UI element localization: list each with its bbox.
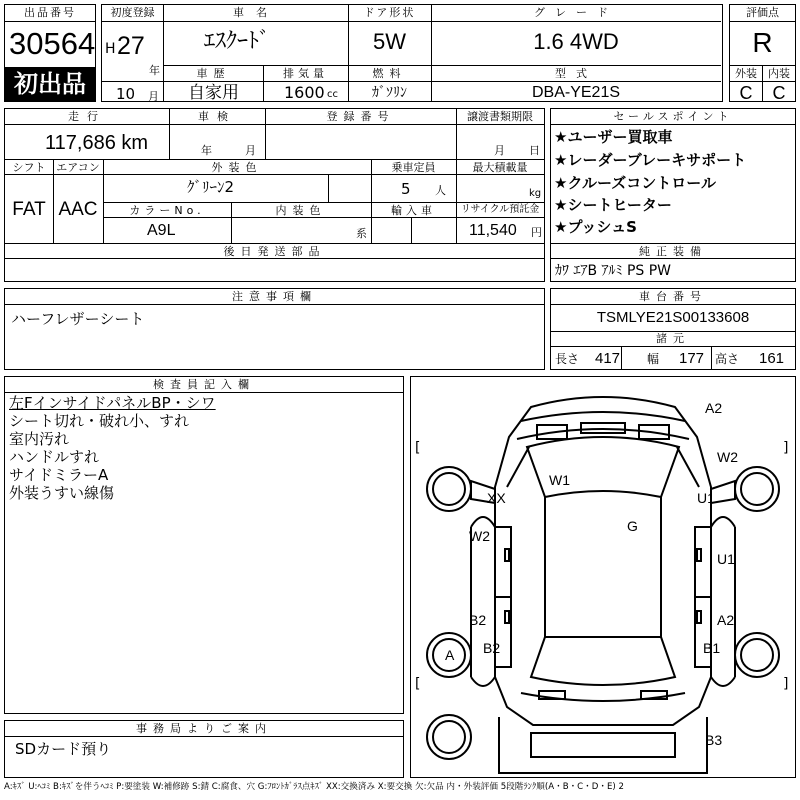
displacement-unit: cc: [327, 89, 338, 100]
bracket-left-top: [: [415, 440, 421, 456]
aircon: AAC: [58, 199, 98, 220]
model-label: 型式: [555, 67, 597, 80]
first-listing-label: 初出品: [14, 70, 86, 98]
door-label: ドア形状: [363, 6, 416, 19]
office-label: 事務局よりご案内: [136, 722, 272, 735]
damage-mark: W2: [717, 449, 738, 465]
car-name-label: 車名: [233, 6, 279, 19]
capacity-unit: 人: [435, 184, 446, 197]
first-registration-box: [101, 4, 164, 102]
equipment-label: 純正装備: [639, 245, 707, 258]
interior-label: 内装: [768, 67, 790, 80]
inspector-box: [4, 376, 404, 714]
color-label: 外装色: [211, 161, 263, 174]
interior-color-unit: 系: [356, 227, 367, 240]
damage-mark: W1: [549, 472, 570, 488]
year-unit: 年: [149, 64, 160, 77]
notes: ハーフレザーシート: [11, 310, 145, 328]
lot-number-box: [4, 4, 96, 102]
detail-box: [4, 108, 545, 282]
damage-mark: W2: [469, 528, 490, 544]
office-note: SDカード預り: [15, 740, 112, 758]
inspector-label: 検査員記入欄: [153, 378, 255, 391]
sales-point-item: ★クルーズコントロール: [554, 174, 716, 192]
lot-label: 出品番号: [24, 6, 76, 19]
car-diagram: [410, 376, 796, 778]
damage-mark: U1: [697, 490, 715, 506]
interior-color-label: 内装色: [275, 204, 327, 217]
exterior-grade: C: [739, 83, 753, 103]
damage-mark: B2: [469, 612, 487, 628]
grade-label: グレード: [534, 6, 618, 19]
load-label: 最大積載量: [472, 161, 528, 174]
displacement-label: 排気量: [283, 67, 328, 80]
month-unit: 月: [148, 90, 159, 103]
damage-mark: A2: [717, 612, 735, 628]
office-box: [4, 720, 404, 778]
lot-number: 30564: [9, 26, 96, 61]
registration-month: 10: [116, 85, 136, 103]
chassis-number: TSMLYE21S00133608: [596, 309, 750, 326]
history: 自家用: [188, 83, 239, 103]
inspector-line: 左FインサイドパネルBP・シワ: [9, 394, 216, 412]
chassis-box: [550, 288, 796, 370]
interior-grade: C: [772, 83, 786, 103]
capacity: 5: [401, 180, 411, 198]
first-reg-label: 初度登録: [110, 6, 155, 19]
transfer-month-unit: 月: [494, 144, 505, 157]
inspector-line: 外装うすい線傷: [9, 484, 115, 502]
aircon-label: エアコン: [56, 161, 100, 174]
transfer-label: 譲渡書類期限: [467, 110, 533, 123]
inspector-line: サイドミラーA: [9, 466, 109, 484]
history-label: 車歴: [196, 67, 231, 80]
equipment: ｶﾜ ｴｱB ｱﾙﾐ PS PW: [555, 263, 672, 279]
damage-mark: G: [627, 518, 638, 534]
inspector-line: ハンドルすれ: [9, 448, 100, 466]
door-type: 5W: [373, 29, 406, 54]
car-info-box: [164, 4, 723, 102]
damage-mark: XX: [487, 490, 506, 506]
score-box: [729, 4, 796, 102]
inspector-line: シート切れ・破れ小、すれ: [9, 412, 190, 430]
damage-mark: B2: [483, 640, 501, 656]
era: H: [105, 41, 116, 57]
mileage: 117,686 km: [45, 132, 149, 154]
footer-legend: A:ｷｽﾞ U:ﾍｺﾐ B:ｷｽﾞを伴うﾍｺﾐ P:要塗装 W:補修跡 S:錆 C:腐食、穴 G:ﾌﾛﾝﾄｶﾞﾗｽ点ｷｽﾞ XX:交換済み X:要交換 欠:欠品 内・外装評価 5段階ﾗﾝｸ順(A・B・C・D・E) 2: [4, 782, 624, 792]
fuel-label: 燃料: [372, 67, 407, 80]
damage-mark: B1: [703, 640, 721, 656]
sales-point-item: ★ユーザー買取車: [554, 128, 673, 146]
inspector-line: 室内汚れ: [9, 430, 70, 448]
score-label: 評価点: [746, 6, 779, 19]
import-label: 輸入車: [391, 204, 436, 217]
mileage-label: 走行: [68, 110, 106, 123]
score: R: [752, 27, 773, 58]
bracket-left-bottom: [: [415, 676, 421, 692]
length: 417: [595, 350, 621, 367]
shift-label: シフト: [12, 161, 46, 174]
displacement: 1600: [284, 83, 325, 102]
shift: FAT: [12, 199, 46, 220]
sales-points-label: セールスポイント: [613, 110, 733, 123]
specs-label: 諸元: [656, 332, 690, 345]
exterior-label: 外装: [735, 67, 757, 80]
notes-box: [4, 288, 545, 370]
registration-year: 27: [117, 32, 145, 60]
width: 177: [679, 350, 705, 367]
inspection-year-unit: 年: [201, 144, 212, 157]
sales-point-item: ★レーダーブレーキサポート: [554, 151, 747, 169]
notes-label: 注意事項欄: [232, 290, 317, 303]
load-unit: kg: [529, 188, 542, 199]
car-outline-diagram: [411, 377, 795, 777]
damage-mark: A: [445, 647, 455, 663]
model: DBA-YE21S: [531, 84, 621, 101]
bracket-right-bottom: ]: [783, 676, 789, 692]
recycle-unit: 円: [531, 226, 542, 239]
bracket-right-top: ]: [783, 440, 789, 456]
fuel: ｶﾞｿﾘﾝ: [372, 85, 407, 101]
color-no-label: カラーNo.: [129, 204, 205, 217]
grade: 1.6 4WD: [533, 29, 619, 54]
transfer-day-unit: 日: [529, 144, 540, 157]
inspection-month-unit: 月: [245, 144, 256, 157]
recycle-fee: 11,540: [469, 222, 517, 239]
car-name: ｴｽｸｰﾄﾞ: [204, 29, 271, 54]
sales-point-item: ★プッシュS: [554, 218, 637, 236]
length-label: 長さ: [555, 352, 580, 366]
parts-label: 後日発送部品: [223, 245, 326, 258]
color: ｸﾞﾘｰﾝ2: [187, 178, 235, 196]
sales-point-item: ★シートヒーター: [554, 196, 672, 214]
recycle-label: リサイクル預託金: [460, 204, 540, 215]
color-no: A9L: [147, 222, 176, 239]
width-label: 幅: [647, 352, 660, 366]
damage-mark: B3: [705, 732, 723, 748]
capacity-label: 乗車定員: [391, 161, 436, 174]
sales-points-box: [550, 108, 796, 282]
inspection-label: 車検: [198, 110, 236, 123]
plate-label: 登録番号: [326, 110, 395, 123]
height-label: 高さ: [715, 352, 740, 366]
damage-mark: U1: [717, 551, 735, 567]
chassis-label: 車台番号: [639, 290, 707, 303]
height: 161: [759, 350, 785, 367]
damage-mark: A2: [705, 400, 723, 416]
